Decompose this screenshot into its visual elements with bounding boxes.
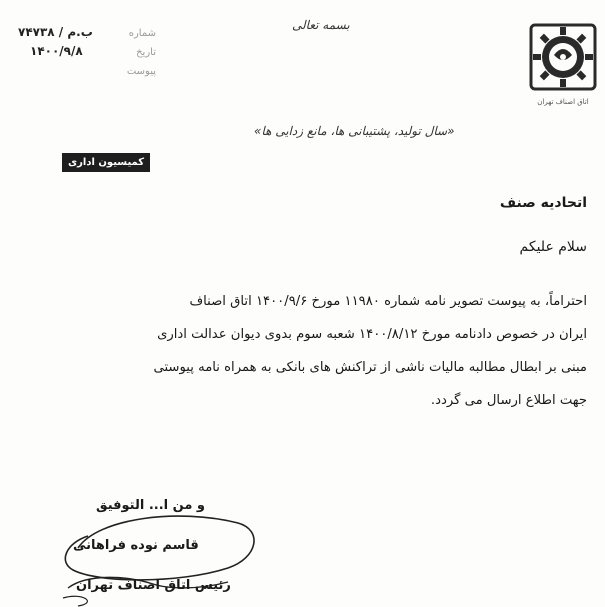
svg-text:اتاق اصناف تهران: اتاق اصناف تهران xyxy=(537,98,589,106)
addressee: اتحادیه صنف xyxy=(499,195,587,211)
number-label: شماره xyxy=(128,28,156,39)
signatory-name: قاسم نوده فراهانی xyxy=(73,538,199,553)
closing-phrase: و من ا... التوفیق xyxy=(96,498,206,513)
body-line: جهت اطلاع ارسال می گردد. xyxy=(430,393,587,408)
letter-number: ۷۴۷۳۸ / ب.م xyxy=(18,25,93,39)
letter-body xyxy=(62,285,587,417)
greeting: سلام علیکم xyxy=(519,239,587,255)
signatory-title: رئیس اتاق اصناف تهران xyxy=(76,578,231,593)
body-line: احتراماً، به پیوست تصویر نامه شماره ۱۱۹۸۰ مورخ ۱۴۰۰/۹/۶ اتاق اصناف xyxy=(189,294,587,309)
attachment-label: پیوست xyxy=(126,66,156,77)
year-slogan: «سال تولید، پشتیبانی ها، مانع زدایی ها» xyxy=(254,124,455,138)
department-stamp: کمیسیون اداری xyxy=(62,153,150,172)
body-line: مبنی بر ابطال مطالبه مالیات ناشی از تراکنش های بانکی به همراه نامه پیوستی xyxy=(153,360,587,375)
chamber-logo xyxy=(528,22,598,112)
letter-date: ۱۴۰۰/۹/۸ xyxy=(30,44,83,58)
body-line: ایران در خصوص دادنامه مورخ ۱۴۰۰/۸/۱۲ شعبه سوم بدوی دیوان عدالت اداری xyxy=(157,327,587,342)
basmala: بسمه تعالی xyxy=(292,18,350,32)
date-label: تاریخ xyxy=(136,47,156,58)
